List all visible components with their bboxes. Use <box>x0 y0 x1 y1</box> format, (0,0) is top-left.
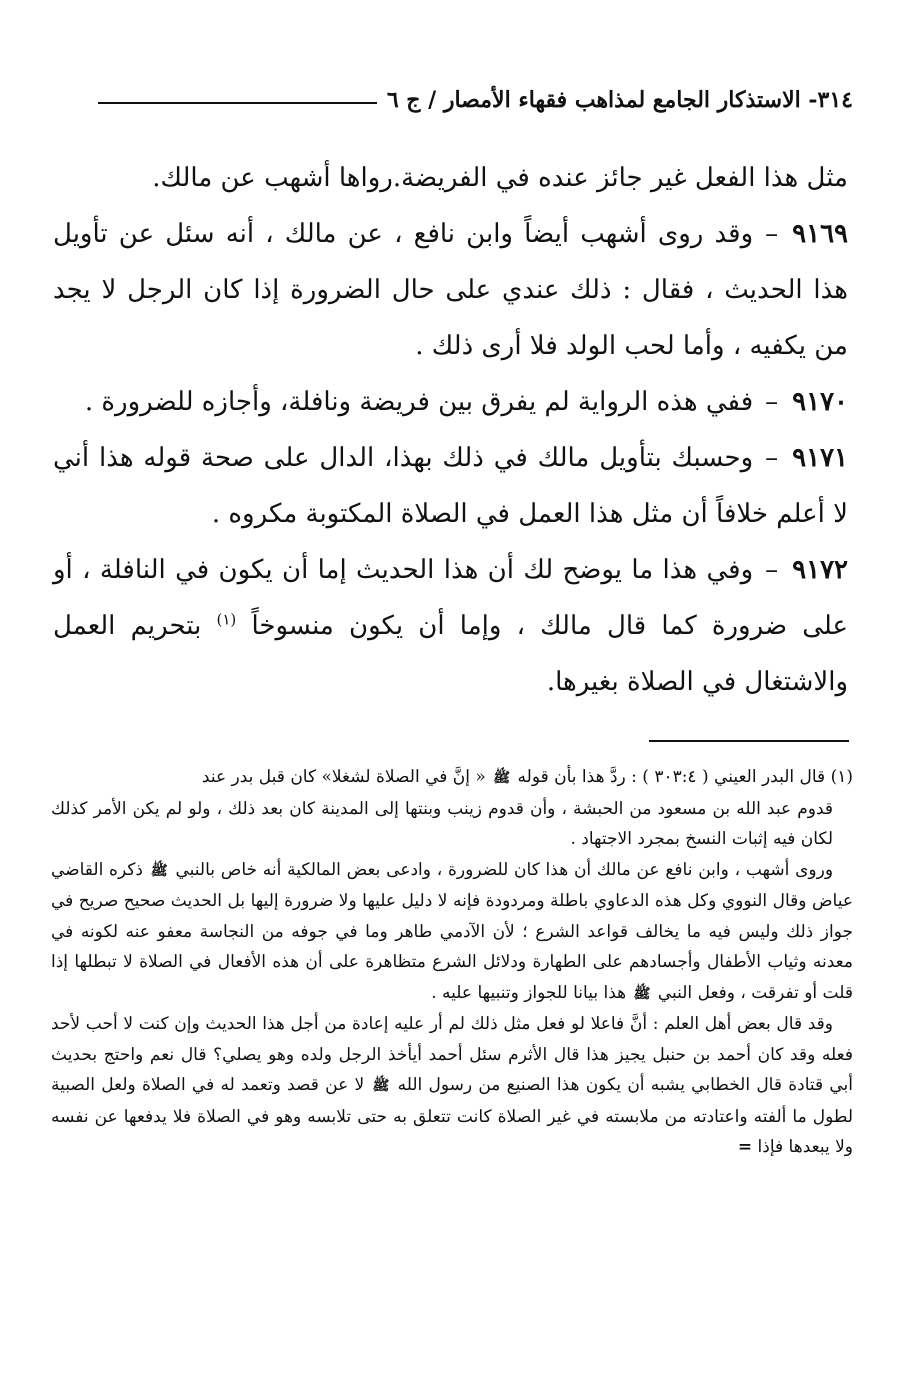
footnote-text: « إنَّ في الصلاة لشغلا» كان قبل بدر عند <box>201 767 486 787</box>
footnote-text: ذكره القاضي عياض وقال النووي وكل هذه الدعاوي باطلة ومردودة فإنه لا دليل عليها ولا ضرورة إليها بل الحديث صحيح صريح في جواز ذلك وليس فيه ما يخالف قواعد الشرع ؛ لأن الآدمي طاهر وما في جوفه من النجاسة معفو عنه لكونه في معدنه وثياب الأطفال وأجسادهم على الطهارة ودلائل الشرع متظاهرة على أن هذه الأفعال في الصلاة لا تبطلها إذا قلت أو تفرقت ، وفعل النبي <box>51 859 853 1003</box>
paragraph-text: وقد روى أشهب أيضاً وابن نافع ، عن مالك ، أنه سئل عن تأويل هذا الحديث ، فقال : ذلك عندي على حال الضرورة إذا كان الرجل لا يجد من يكفيه ، وأما لحب الولد فلا أرى ذلك . <box>53 219 848 361</box>
main-text <box>53 150 848 710</box>
footnote-1-line <box>51 762 853 794</box>
footnote-text: وقد قال بعض أهل العلم : أنَّ فاعلا لو فعل مثل ذلك لم أر عليه إعادة من أجل هذا الحديث وإن كنت لا أحب لأحد فعله وقد كان أحمد بن حنبل يجيز هذا قال الأثرم سئل أحمد أيأخذ الرجل ولده وهو يصلي؟ قال نعم واحتج بحديث أبي قتادة قال الخطابي يشبه أن يكون هذا الصنيع من رسول الله <box>51 1014 853 1095</box>
paragraph-text: بتحريم العمل والاشتغال في الصلاة بغيرها. <box>53 611 848 697</box>
paragraph-dash: – <box>765 555 779 585</box>
continuation-mark: = <box>737 1137 753 1157</box>
footnote-paragraph-2 <box>51 855 853 1010</box>
paragraph-number: ٩١٧٢ <box>792 555 848 585</box>
paragraph-number: ٩١٦٩ <box>792 219 848 249</box>
paragraph-9170 <box>53 374 848 430</box>
salawat-ligature-icon: ﷺ <box>633 985 651 1002</box>
paragraph-9169 <box>53 206 848 374</box>
footnote-text: لا عن قصد وتعمد له في الصلاة ولعل الصبية لطول ما ألفته واعتادته من ملابسته في غير الصلاة كانت تتعلق به حتى تلابسه وهو في الصلاة فلا يدفعها عن نفسه ولا يبعدها فإذا <box>51 1075 853 1157</box>
paragraph-text: ففي هذه الرواية لم يفرق بين فريضة ونافلة، وأجازه للضرورة . <box>84 387 754 417</box>
header-rule <box>98 102 377 104</box>
paragraph-9171 <box>53 430 848 542</box>
paragraph-text: وحسبك بتأويل مالك في ذلك بهذا، الدال على صحة قوله هذا أني لا أعلم خلافاً أن مثل هذا العمل في الصلاة المكتوبة مكروه . <box>53 443 848 529</box>
footnote-1-continuation: قدوم عبد الله بن مسعود من الحبشة ، وأن قدوم زينب وبنتها إلى المدينة كان بعد ذلك ، ولو لم يكن الأمر كذلك لكان فيه إثبات النسخ بمجرد الاجتهاد . <box>51 798 833 849</box>
running-header <box>98 80 853 120</box>
footnote-separator <box>649 740 849 742</box>
header-title: ٣١٤- الاستذكار الجامع لمذاهب فقهاء الأمصار / ج ٦ <box>386 87 853 113</box>
paragraph-number: ٩١٧١ <box>792 443 848 473</box>
paragraph-dash: – <box>765 443 779 473</box>
footnotes <box>51 762 853 1163</box>
paragraph-9172 <box>53 542 848 710</box>
salawat-ligature-icon: ﷺ <box>372 1078 390 1094</box>
footnote-text: هذا بيانا للجواز وتنبيها عليه . <box>431 982 627 1003</box>
paragraph-continuation: مثل هذا الفعل غير جائز عنده في الفريضة.رواها أشهب عن مالك. <box>152 163 848 193</box>
salawat-ligature-icon: ﷺ <box>493 770 511 786</box>
footnote-text: وروى أشهب ، وابن نافع عن مالك أن هذا كان للضرورة ، وادعى بعض المالكية أنه خاص بالنبي <box>175 859 834 880</box>
footnote-paragraph-3 <box>51 1009 853 1163</box>
paragraph-dash: – <box>765 387 779 417</box>
salawat-ligature-icon: ﷺ <box>150 862 168 879</box>
footnote-reference[interactable]: (١) <box>216 610 237 629</box>
footnote-text: (١) قال البدر العيني ( ٣٠٣:٤ ) : ردَّ هذا بأن قوله <box>517 767 853 787</box>
paragraph-text: وفي هذا ما يوضح لك أن هذا الحديث إما أن يكون في النافلة ، أو على ضرورة كما قال مالك ، وإما أن يكون منسوخاً <box>53 555 848 641</box>
paragraph-dash: – <box>765 219 779 249</box>
paragraph-number: ٩١٧٠ <box>792 387 848 417</box>
